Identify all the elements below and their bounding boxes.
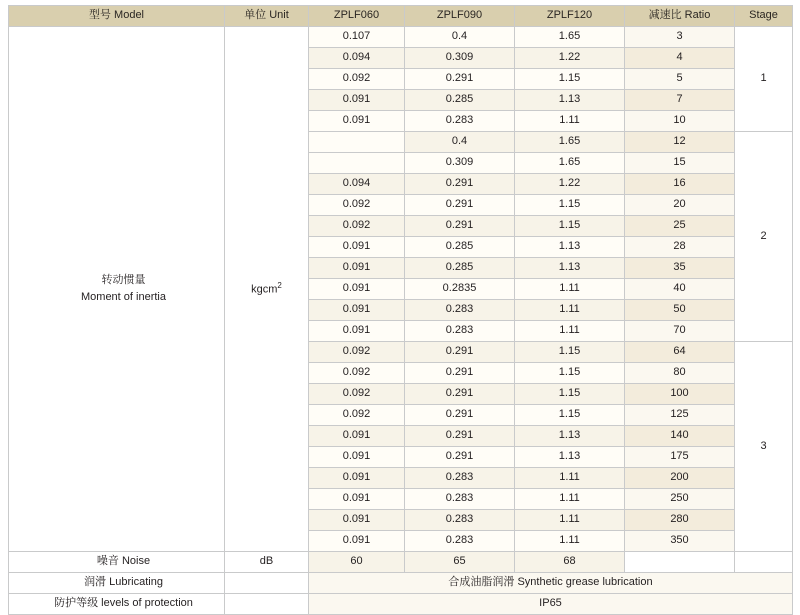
cell-zplf060: 0.091 [309, 279, 405, 300]
cell-zplf090: 0.283 [405, 321, 515, 342]
cell-ratio: 80 [625, 363, 735, 384]
cell-zplf120: 1.13 [515, 237, 625, 258]
cell-zplf090: 0.291 [405, 174, 515, 195]
cell-zplf060: 0.091 [309, 447, 405, 468]
cell-zplf090: 0.283 [405, 300, 515, 321]
footer-noise-zplf090: 65 [405, 552, 515, 573]
cell-zplf060: 0.091 [309, 468, 405, 489]
footer-label-protection: 防护等级 levels of protection [9, 594, 225, 615]
header-zplf060: ZPLF060 [309, 6, 405, 27]
cell-zplf060: 0.094 [309, 48, 405, 69]
cell-zplf120: 1.15 [515, 363, 625, 384]
header-zplf090: ZPLF090 [405, 6, 515, 27]
cell-ratio: 250 [625, 489, 735, 510]
unit-cell [225, 27, 309, 552]
cell-ratio: 7 [625, 90, 735, 111]
cell-ratio: 40 [625, 279, 735, 300]
unit-text: kgcm [251, 283, 278, 296]
label-cn: 转动惯量 [101, 273, 146, 286]
footer-noise-blank-ratio [625, 552, 735, 573]
cell-zplf120: 1.15 [515, 195, 625, 216]
cell-zplf090: 0.283 [405, 468, 515, 489]
cell-zplf060: 0.092 [309, 195, 405, 216]
spec-sheet [0, 5, 800, 610]
cell-ratio: 280 [625, 510, 735, 531]
cell-zplf120: 1.15 [515, 69, 625, 90]
cell-zplf120: 1.22 [515, 48, 625, 69]
cell-zplf090: 0.285 [405, 237, 515, 258]
specification-table [8, 5, 793, 615]
cell-zplf120: 1.13 [515, 447, 625, 468]
cell-zplf090: 0.291 [405, 342, 515, 363]
cell-zplf090: 0.291 [405, 216, 515, 237]
cell-ratio: 16 [625, 174, 735, 195]
cell-zplf120: 1.11 [515, 111, 625, 132]
cell-zplf060: 0.092 [309, 384, 405, 405]
cell-zplf060: 0.092 [309, 342, 405, 363]
cell-ratio: 64 [625, 342, 735, 363]
footer-label-lubricating: 润滑 Lubricating [9, 573, 225, 594]
cell-stage: 2 [735, 132, 793, 342]
cell-zplf090: 0.291 [405, 405, 515, 426]
cell-ratio: 175 [625, 447, 735, 468]
cell-zplf120: 1.13 [515, 90, 625, 111]
cell-zplf090: 0.2835 [405, 279, 515, 300]
cell-zplf120: 1.65 [515, 153, 625, 174]
footer-unit-protection [225, 594, 309, 615]
cell-ratio: 140 [625, 426, 735, 447]
footer-unit-lubricating [225, 573, 309, 594]
cell-zplf060: 0.091 [309, 489, 405, 510]
cell-stage: 1 [735, 27, 793, 132]
cell-zplf120: 1.11 [515, 321, 625, 342]
header-stage: Stage [735, 6, 793, 27]
cell-zplf120: 1.11 [515, 468, 625, 489]
cell-ratio: 5 [625, 69, 735, 90]
cell-zplf120: 1.15 [515, 342, 625, 363]
cell-zplf120: 1.65 [515, 27, 625, 48]
cell-zplf120: 1.15 [515, 216, 625, 237]
cell-zplf060: 0.091 [309, 300, 405, 321]
cell-ratio: 15 [625, 153, 735, 174]
cell-zplf060: 0.092 [309, 405, 405, 426]
cell-zplf090: 0.285 [405, 258, 515, 279]
cell-zplf090: 0.291 [405, 447, 515, 468]
header-unit: 单位 Unit [225, 6, 309, 27]
cell-zplf090: 0.291 [405, 426, 515, 447]
header-ratio: 减速比 Ratio [625, 6, 735, 27]
cell-zplf120: 1.65 [515, 132, 625, 153]
cell-zplf090: 0.283 [405, 531, 515, 552]
cell-ratio: 12 [625, 132, 735, 153]
cell-zplf090: 0.309 [405, 153, 515, 174]
footer-value-lubricating: 合成油脂润滑 Synthetic grease lubrication [309, 573, 793, 594]
cell-ratio: 35 [625, 258, 735, 279]
cell-zplf060: 0.094 [309, 174, 405, 195]
cell-zplf060: 0.091 [309, 426, 405, 447]
cell-zplf060: 0.107 [309, 27, 405, 48]
cell-zplf090: 0.283 [405, 489, 515, 510]
cell-zplf060 [309, 153, 405, 174]
cell-zplf060: 0.091 [309, 237, 405, 258]
cell-ratio: 125 [625, 405, 735, 426]
cell-ratio: 25 [625, 216, 735, 237]
cell-ratio: 4 [625, 48, 735, 69]
cell-zplf120: 1.22 [515, 174, 625, 195]
cell-zplf090: 0.291 [405, 69, 515, 90]
footer-noise-zplf120: 68 [515, 552, 625, 573]
table-row [9, 27, 793, 48]
unit-exponent: 2 [277, 281, 282, 291]
table-header-row [9, 6, 793, 27]
cell-zplf090: 0.283 [405, 510, 515, 531]
cell-zplf090: 0.291 [405, 363, 515, 384]
footer-noise-blank-stage [735, 552, 793, 573]
label-en: Moment of inertia [81, 291, 166, 303]
cell-zplf090: 0.291 [405, 195, 515, 216]
header-zplf120: ZPLF120 [515, 6, 625, 27]
cell-zplf060: 0.092 [309, 216, 405, 237]
row-label-moment-of-inertia [9, 27, 225, 552]
cell-ratio: 350 [625, 531, 735, 552]
cell-zplf090: 0.285 [405, 90, 515, 111]
table-row-noise [9, 552, 793, 573]
cell-zplf090: 0.291 [405, 384, 515, 405]
cell-zplf120: 1.11 [515, 279, 625, 300]
cell-zplf060: 0.092 [309, 69, 405, 90]
header-model: 型号 Model [9, 6, 225, 27]
cell-zplf120: 1.13 [515, 258, 625, 279]
footer-unit-noise: dB [225, 552, 309, 573]
footer-noise-zplf060: 60 [309, 552, 405, 573]
table-row-lubricating [9, 573, 793, 594]
cell-ratio: 20 [625, 195, 735, 216]
cell-zplf120: 1.11 [515, 510, 625, 531]
cell-zplf120: 1.15 [515, 384, 625, 405]
cell-zplf090: 0.4 [405, 132, 515, 153]
cell-zplf120: 1.11 [515, 531, 625, 552]
cell-zplf060: 0.091 [309, 258, 405, 279]
cell-ratio: 200 [625, 468, 735, 489]
cell-ratio: 50 [625, 300, 735, 321]
cell-zplf060: 0.091 [309, 321, 405, 342]
cell-zplf060: 0.092 [309, 363, 405, 384]
footer-value-protection: IP65 [309, 594, 793, 615]
cell-stage: 3 [735, 342, 793, 552]
table-row-protection [9, 594, 793, 615]
cell-zplf120: 1.11 [515, 489, 625, 510]
cell-zplf060 [309, 132, 405, 153]
cell-zplf060: 0.091 [309, 510, 405, 531]
cell-zplf060: 0.091 [309, 531, 405, 552]
cell-zplf090: 0.4 [405, 27, 515, 48]
cell-ratio: 70 [625, 321, 735, 342]
cell-zplf120: 1.13 [515, 426, 625, 447]
cell-zplf060: 0.091 [309, 90, 405, 111]
cell-zplf120: 1.11 [515, 300, 625, 321]
cell-ratio: 3 [625, 27, 735, 48]
cell-ratio: 28 [625, 237, 735, 258]
cell-zplf120: 1.15 [515, 405, 625, 426]
cell-ratio: 10 [625, 111, 735, 132]
cell-zplf060: 0.091 [309, 111, 405, 132]
cell-ratio: 100 [625, 384, 735, 405]
cell-zplf090: 0.309 [405, 48, 515, 69]
cell-zplf090: 0.283 [405, 111, 515, 132]
footer-label-noise: 噪音 Noise [9, 552, 225, 573]
